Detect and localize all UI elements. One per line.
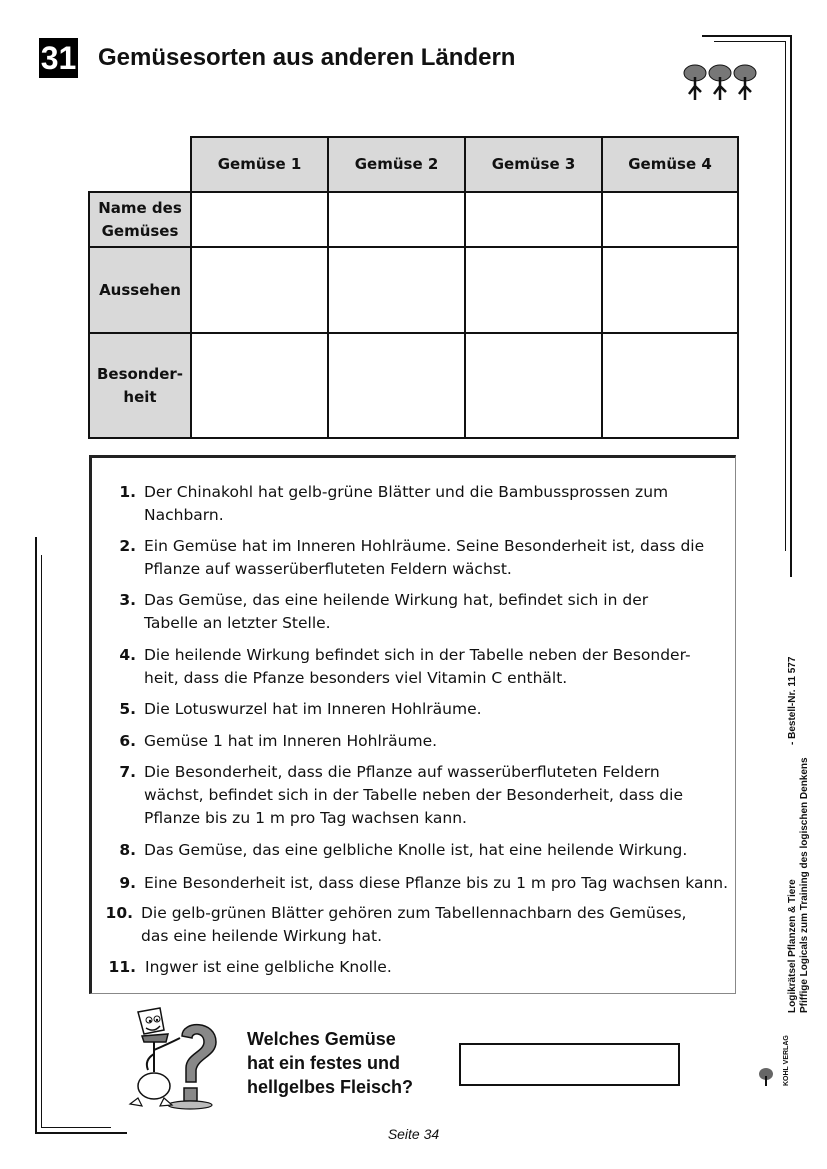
clue-text: wächst, befindet sich in der Tabelle neben der Besonderheit, dass die: [144, 786, 683, 804]
answer-cell[interactable]: [190, 332, 329, 439]
row-header-line: Besonder-: [96, 364, 184, 383]
clue-number: 2.: [119, 537, 136, 555]
column-header: Gemüse 3: [464, 136, 603, 193]
row-header: [88, 246, 192, 334]
clue-number: 9.: [119, 874, 136, 892]
book-series: Logikrätsel Pflanzen & Tiere: [787, 879, 798, 1013]
logic-table: [88, 136, 739, 439]
clue-number: 5.: [119, 700, 136, 718]
answer-cell[interactable]: [601, 332, 739, 439]
clue-text: Ein Gemüse hat im Inneren Hohlräume. Seine Besonderheit ist, dass die: [144, 537, 705, 555]
clue-text: Nachbarn.: [144, 506, 224, 524]
page-title: Gemüsesorten aus anderen Ländern: [98, 44, 516, 71]
answer-cell[interactable]: [190, 191, 329, 248]
clue-number: 6.: [119, 732, 136, 750]
answer-cell[interactable]: [327, 191, 466, 248]
row-header: [88, 332, 192, 439]
answer-cell[interactable]: [601, 191, 739, 248]
clue-text: Der Chinakohl hat gelb-grüne Blätter und die Bambussprossen zum: [144, 483, 669, 501]
frame-line: [714, 41, 786, 42]
frame-line: [790, 35, 792, 577]
page-number: Seite 34: [387, 1126, 440, 1142]
clue-number: 10.: [105, 904, 133, 922]
clue-text: Das Gemüse, das eine gelbliche Knolle ist, hat eine heilende Wirkung.: [144, 841, 688, 859]
clue-text: Die Lotuswurzel hat im Inneren Hohlräume.: [144, 700, 482, 718]
answer-cell[interactable]: [464, 246, 603, 334]
clue-text: Pflanze auf wasserüberfluteten Feldern wächst.: [144, 560, 512, 578]
clue-text: Die heilende Wirkung befindet sich in der Tabelle neben der Besonder-: [144, 646, 691, 664]
row-header-line: Name des: [98, 198, 182, 217]
question-mascot-icon: [124, 1006, 220, 1110]
order-number: - Bestell-Nr. 11 577: [787, 656, 798, 745]
question-text: [247, 1027, 413, 1099]
row-header-line: heit: [123, 387, 157, 406]
answer-cell[interactable]: [464, 332, 603, 439]
answer-cell[interactable]: [327, 332, 466, 439]
clue-number: 7.: [119, 763, 136, 781]
clue-number: 3.: [119, 591, 136, 609]
frame-line: [785, 41, 786, 551]
question-line: hellgelbes Fleisch?: [247, 1077, 414, 1097]
trees-icon: [682, 62, 758, 104]
answer-cell[interactable]: [601, 246, 739, 334]
answer-field[interactable]: [459, 1043, 680, 1086]
clue-text: Gemüse 1 hat im Inneren Hohlräume.: [144, 732, 438, 750]
clue-text: Ingwer ist eine gelbliche Knolle.: [145, 958, 392, 976]
frame-line: [35, 537, 37, 1134]
puzzle-number: 31: [40, 40, 77, 76]
answer-cell[interactable]: [190, 246, 329, 334]
publisher-logo: [758, 1030, 794, 1088]
logo-text: KOHL VERLAG: [783, 1035, 790, 1086]
clue-text: Die Besonderheit, dass die Pflanze auf wasserüberfluteten Feldern: [144, 763, 660, 781]
column-header: Gemüse 4: [601, 136, 739, 193]
clue-text: Die gelb-grünen Blätter gehören zum Tabellennachbarn des Gemüses,: [141, 904, 687, 922]
book-subtitle: Pfiffige Logicals zum Training des logischen Denkens: [799, 757, 810, 1013]
clue-number: 8.: [119, 841, 136, 859]
clue-number: 11.: [108, 958, 136, 976]
frame-line: [41, 555, 42, 1128]
clue-text: das eine heilende Wirkung hat.: [141, 927, 383, 945]
answer-cell[interactable]: [464, 191, 603, 248]
column-header: Gemüse 2: [327, 136, 466, 193]
side-publisher-text: [787, 656, 811, 1013]
clue-text: Eine Besonderheit ist, dass diese Pflanze bis zu 1 m pro Tag wachsen kann.: [144, 874, 729, 892]
clue-text: Das Gemüse, das eine heilende Wirkung hat, befindet sich in der: [144, 591, 649, 609]
question-line: hat ein festes und: [247, 1053, 401, 1073]
clues-box: [89, 455, 736, 994]
clue-text: heit, dass die Pfanze besonders viel Vitamin C enthält.: [144, 669, 568, 687]
row-header: [88, 191, 192, 248]
frame-line: [702, 35, 791, 37]
question-line: Welches Gemüse: [247, 1029, 396, 1049]
answer-cell[interactable]: [327, 246, 466, 334]
clue-number: 4.: [119, 646, 136, 664]
row-header-line: Aussehen: [99, 280, 181, 299]
clue-number: 1.: [119, 483, 136, 501]
row-header-line: Gemüses: [101, 221, 179, 240]
column-header: Gemüse 1: [190, 136, 329, 193]
clue-text: Pflanze bis zu 1 m pro Tag wachsen kann.: [144, 809, 467, 827]
clue-text: Tabelle an letzter Stelle.: [144, 614, 331, 632]
